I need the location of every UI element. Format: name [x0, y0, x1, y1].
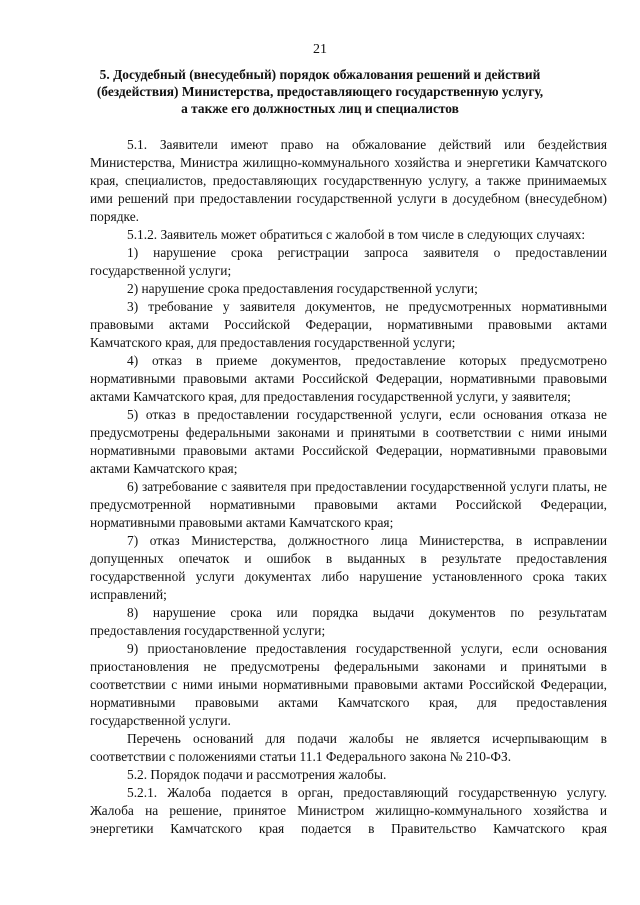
heading-line: а также его должностных лиц и специалистов [181, 101, 459, 116]
heading-line: 5. Досудебный (внесудебный) порядок обжалования решений и действий [99, 67, 541, 82]
paragraph: 5.2.1. Жалоба подается в орган, предоставляющий государственную услугу. Жалоба на решение, принятое Министром жилищно-коммунального хозяйства и энергетики Камчатского края подается в Правительство Камчатского края [90, 785, 607, 836]
list-item: 5) отказ в предоставлении государственной услуги, если основания отказа не предусмотрены федеральными законами и принятыми в соответствии с ними иными нормативными правовыми актами Российской Федерации, нормативными правовыми актами Камчатского края; [90, 407, 607, 476]
list-item: 1) нарушение срока регистрации запроса заявителя о предоставлении государственной услуги; [90, 245, 607, 278]
list-item: 2) нарушение срока предоставления государственной услуги; [127, 281, 478, 296]
list-item: 3) требование у заявителя документов, не предусмотренных нормативными правовыми актами Российской Федерации, нормативными правовыми актами Камчатского края, для предоставления государственной услуги; [90, 299, 607, 350]
list-item: 6) затребование с заявителя при предоставлении государственной услуги платы, не предусмотренной нормативными правовыми актами Российской Федерации, нормативными правовыми актами Камчатского края; [90, 479, 607, 530]
list-item: 9) приостановление предоставления государственной услуги, если основания приостановления не предусмотрены федеральными законами и принятыми в соответствии с ними иными нормативными правовыми актами Российской Федерации, нормативными правовыми актами Камчатского края, для предоставления государственной услуги. [90, 641, 607, 728]
list-item: 7) отказ Министерства, должностного лица Министерства, в исправлении допущенных опечаток и ошибок в выданных в результате предоставления государственной услуги документах либо нарушение установленного срока таких исправлений; [90, 533, 607, 602]
paragraph: 5.1.2. Заявитель может обратиться с жалобой в том числе в следующих случаях: [127, 227, 586, 242]
list-item: 8) нарушение срока или порядка выдачи документов по результатам предоставления государственной услуги; [90, 605, 607, 638]
section-heading [90, 66, 550, 117]
page-number: 21 [313, 42, 327, 57]
paragraph: 5.1. Заявители имеют право на обжалование действий или бездействия Министерства, Министра жилищно-коммунального хозяйства и энергетики Камчатского края, специалистов, предоставляющих государственную услугу, а также принимаемых ими решений при предоставлении государственной услуги в досудебном (внесудебном) порядке. [90, 137, 607, 224]
paragraph: Перечень оснований для подачи жалобы не является исчерпывающим в соответствии с положениями статьи 11.1 Федерального закона № 210-ФЗ. [90, 731, 607, 764]
list-item: 4) отказ в приеме документов, предоставление которых предусмотрено нормативными правовыми актами Российской Федерации, нормативными правовыми актами Камчатского края, для предоставления государственной услуги, у заявителя; [90, 353, 607, 404]
document-body [90, 136, 607, 838]
paragraph: 5.2. Порядок подачи и рассмотрения жалобы. [127, 767, 387, 782]
heading-line: (бездействия) Министерства, предоставляющего государственную услугу, [96, 84, 544, 99]
